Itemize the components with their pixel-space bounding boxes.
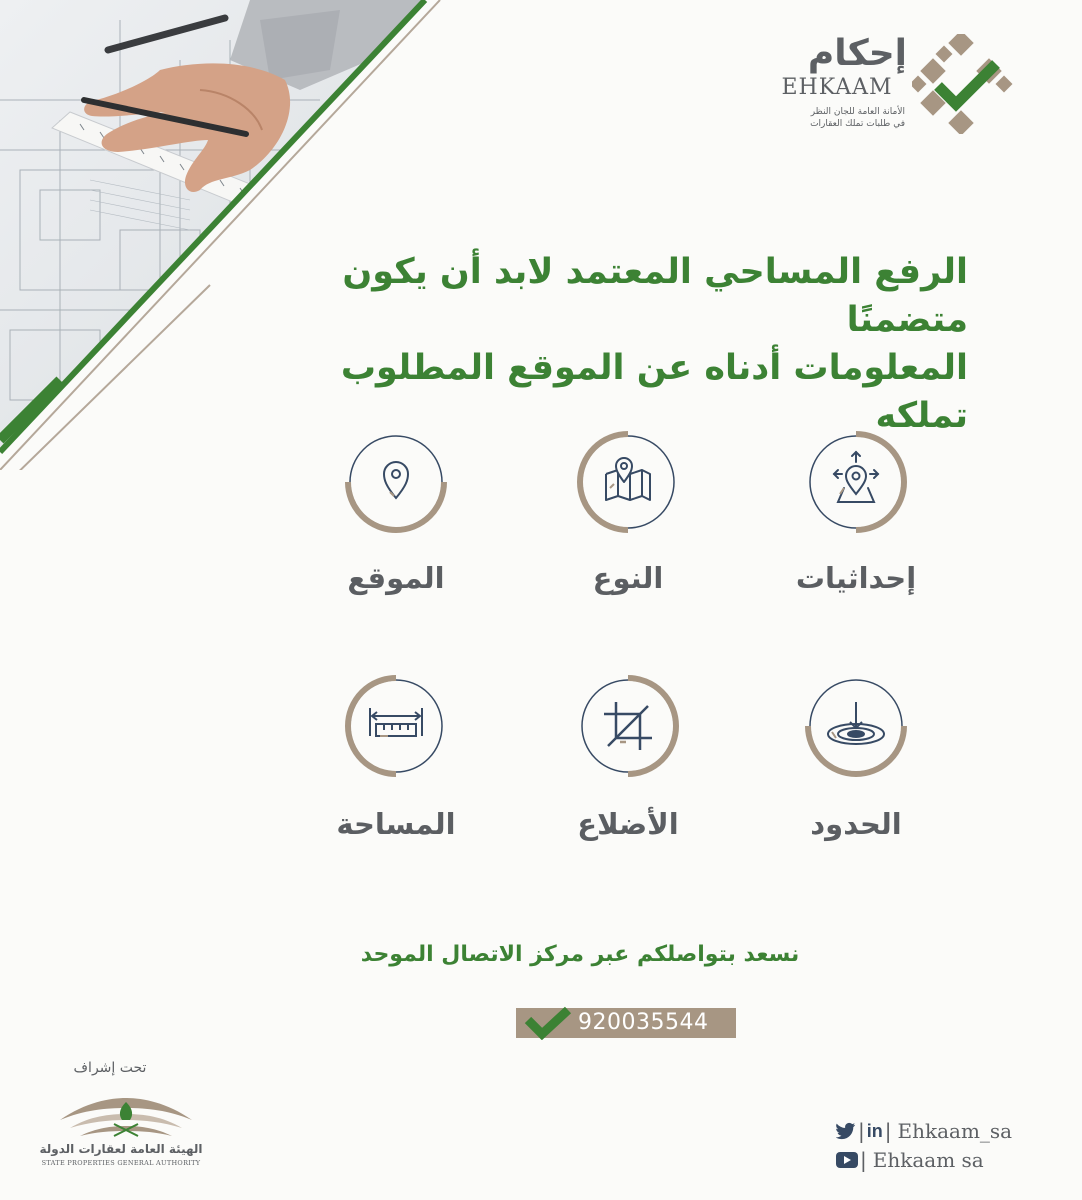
item-location xyxy=(306,428,486,596)
headline-line1: الرفع المساحي المعتمد لابد أن يكون متضمنًا xyxy=(342,252,968,340)
phone-number-bar[interactable] xyxy=(516,1008,736,1038)
separator: | xyxy=(858,1119,865,1143)
separator: | xyxy=(860,1148,867,1172)
item-sides xyxy=(538,672,718,842)
social-row-youtube xyxy=(836,1147,1036,1173)
sides-crop-icon xyxy=(574,672,682,780)
linkedin-icon[interactable]: in xyxy=(866,1120,883,1141)
brand-subtitle xyxy=(760,106,905,130)
map-type-icon xyxy=(574,428,682,536)
brand-name-ar: إحكام xyxy=(807,33,907,74)
coordinates-icon xyxy=(802,428,910,536)
item-label: النوع xyxy=(592,561,664,595)
contact-text: نسعد بتواصلكم عبر مركز الاتصال الموحد xyxy=(360,942,800,967)
social-row-twitter-linkedin xyxy=(836,1118,1036,1144)
headline xyxy=(240,248,968,440)
item-label: الأضلاع xyxy=(577,807,679,841)
social-handle-1[interactable]: Ehkaam_sa xyxy=(897,1119,1013,1143)
twitter-icon[interactable] xyxy=(836,1122,856,1140)
brand-subtitle-line2: في طلبات تملك العقارات xyxy=(810,119,905,129)
boundaries-icon xyxy=(802,672,910,780)
item-type xyxy=(538,428,718,596)
brand-subtitle-line1: الأمانة العامة للجان النظر xyxy=(810,107,905,117)
item-coordinates xyxy=(766,428,946,596)
state-properties-logo-icon xyxy=(56,1088,196,1148)
area-ruler-icon xyxy=(342,672,450,780)
youtube-icon[interactable] xyxy=(836,1152,858,1168)
sponsor-name-en: STATE PROPERTIES GENERAL AUTHORITY xyxy=(41,1159,201,1167)
ehkaam-logo-icon xyxy=(912,34,1016,134)
location-pin-icon xyxy=(342,428,450,536)
sponsor-caption: تحت إشراف xyxy=(73,1060,147,1076)
item-area xyxy=(306,672,486,842)
item-label: إحداثيات xyxy=(795,561,917,595)
social-handle-2[interactable]: Ehkaam sa xyxy=(872,1148,984,1172)
item-boundaries xyxy=(766,672,946,842)
phone-number: 920035544 xyxy=(578,1010,709,1035)
item-label: الموقع xyxy=(347,561,445,595)
separator: | xyxy=(884,1119,892,1143)
item-label: المساحة xyxy=(336,807,456,841)
item-label: الحدود xyxy=(810,807,902,841)
sponsor-name-ar: الهيئة العامة لعقارات الدولة xyxy=(39,1142,203,1156)
checkmark-icon xyxy=(522,1004,574,1040)
brand-name-en: EHKAAM xyxy=(781,75,893,100)
headline-line2: المعلومات أدناه عن الموقع المطلوب تملكه xyxy=(340,348,968,436)
